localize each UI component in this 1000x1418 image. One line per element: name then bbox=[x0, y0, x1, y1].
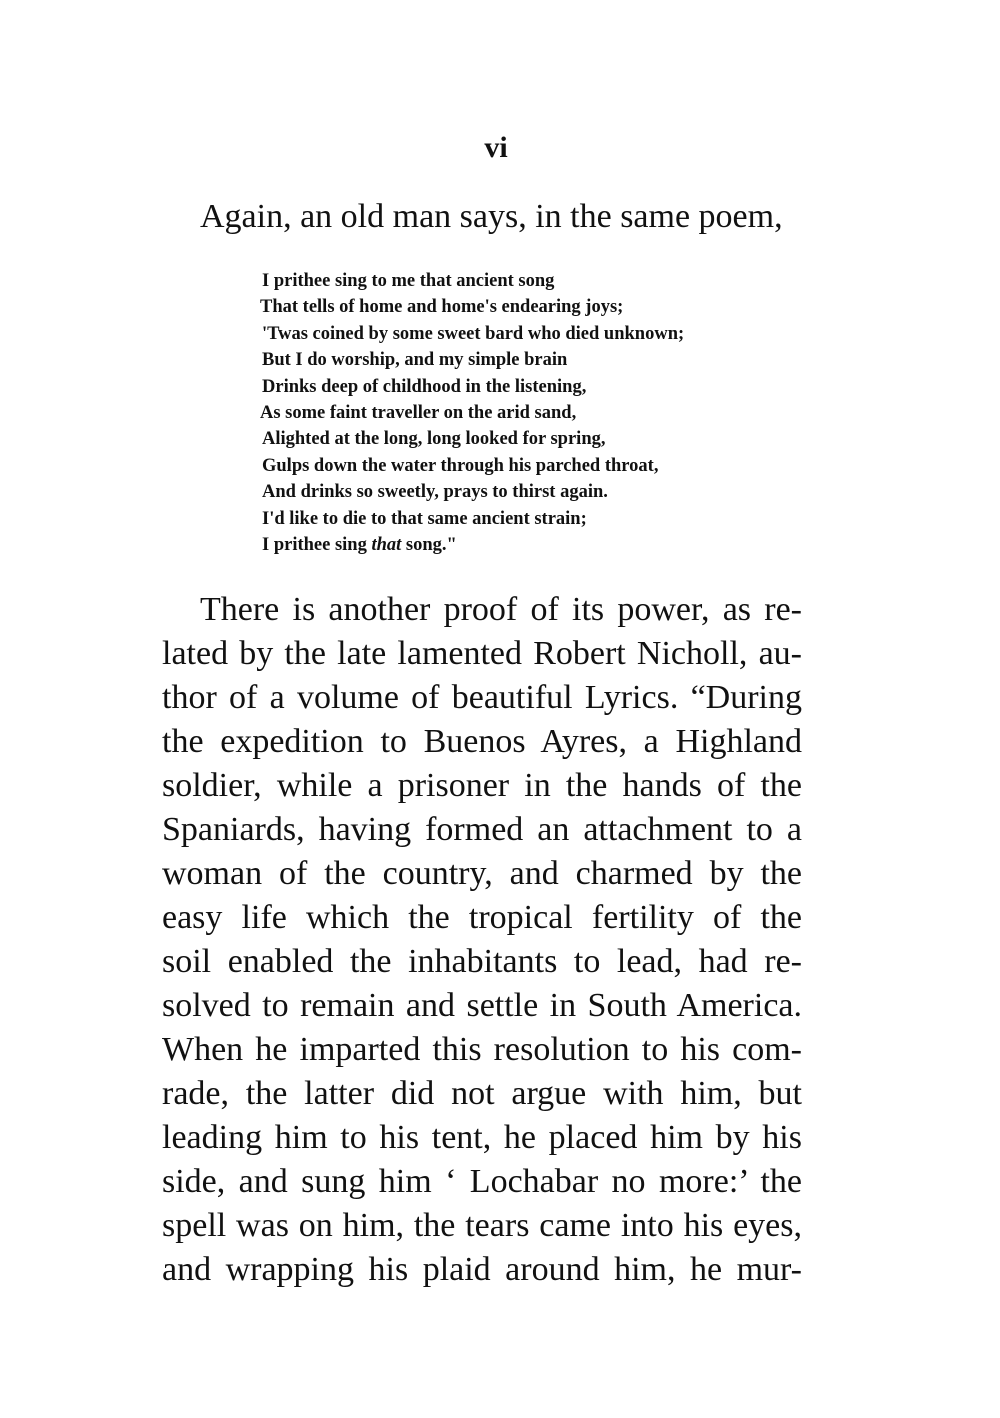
body-line: soldier, while a prisoner in the hands of the bbox=[162, 767, 802, 804]
body-line: and wrapping his plaid around him, he mur- bbox=[162, 1251, 802, 1288]
body-line: rade, the latter did not argue with him, but bbox=[162, 1075, 802, 1112]
poem-line: 'Twas coined by some sweet bard who died unknown; bbox=[262, 323, 685, 344]
body-line: Spaniards, having formed an attachment to a bbox=[162, 811, 802, 848]
poem-last-line-start: I prithee sing bbox=[262, 535, 372, 556]
body-line: easy life which the tropical fertility of the bbox=[162, 899, 802, 936]
body-line: woman of the country, and charmed by the bbox=[162, 855, 802, 892]
body-line: spell was on him, the tears came into his eyes, bbox=[162, 1207, 802, 1244]
poem-last-line-end: song." bbox=[401, 535, 457, 556]
body-line: leading him to his tent, he placed him by his bbox=[162, 1119, 802, 1156]
body-line: side, and sung him ‘ Lochabar no more:’ the bbox=[162, 1163, 802, 1200]
poem-line: And drinks so sweetly, prays to thirst again. bbox=[262, 482, 608, 503]
body-paragraph bbox=[162, 588, 802, 1292]
poem-line: Alighted at the long, long looked for spring, bbox=[262, 429, 606, 450]
poem-line: But I do worship, and my simple brain bbox=[262, 350, 568, 371]
body-line: When he imparted this resolution to his com- bbox=[162, 1031, 802, 1068]
poem-line: As some faint traveller on the arid sand, bbox=[260, 403, 577, 424]
body-line: lated by the late lamented Robert Nicholl, au- bbox=[162, 635, 802, 672]
poem-line: Gulps down the water through his parched throat, bbox=[262, 455, 659, 476]
body-line: the expedition to Buenos Ayres, a Highland bbox=[162, 723, 802, 760]
intro-line: Again, an old man says, in the same poem, bbox=[200, 198, 783, 235]
body-line: There is another proof of its power, as re- bbox=[200, 591, 802, 628]
poem-line: I prithee sing to me that ancient song bbox=[262, 271, 555, 291]
poem-line: That tells of home and home's endearing joys; bbox=[260, 297, 624, 318]
poem-line: I'd like to die to that same ancient strain; bbox=[262, 508, 587, 529]
poem-last-line bbox=[262, 532, 822, 558]
poem-block bbox=[262, 268, 822, 558]
body-line: solved to remain and settle in South America. bbox=[162, 987, 802, 1024]
poem-emphasis: that bbox=[371, 535, 402, 556]
page-number: vi bbox=[484, 131, 508, 164]
body-line: thor of a volume of beautiful Lyrics. “During bbox=[162, 679, 802, 716]
poem-line: Drinks deep of childhood in the listening, bbox=[262, 376, 587, 397]
body-line: soil enabled the inhabitants to lead, had re- bbox=[162, 943, 802, 980]
